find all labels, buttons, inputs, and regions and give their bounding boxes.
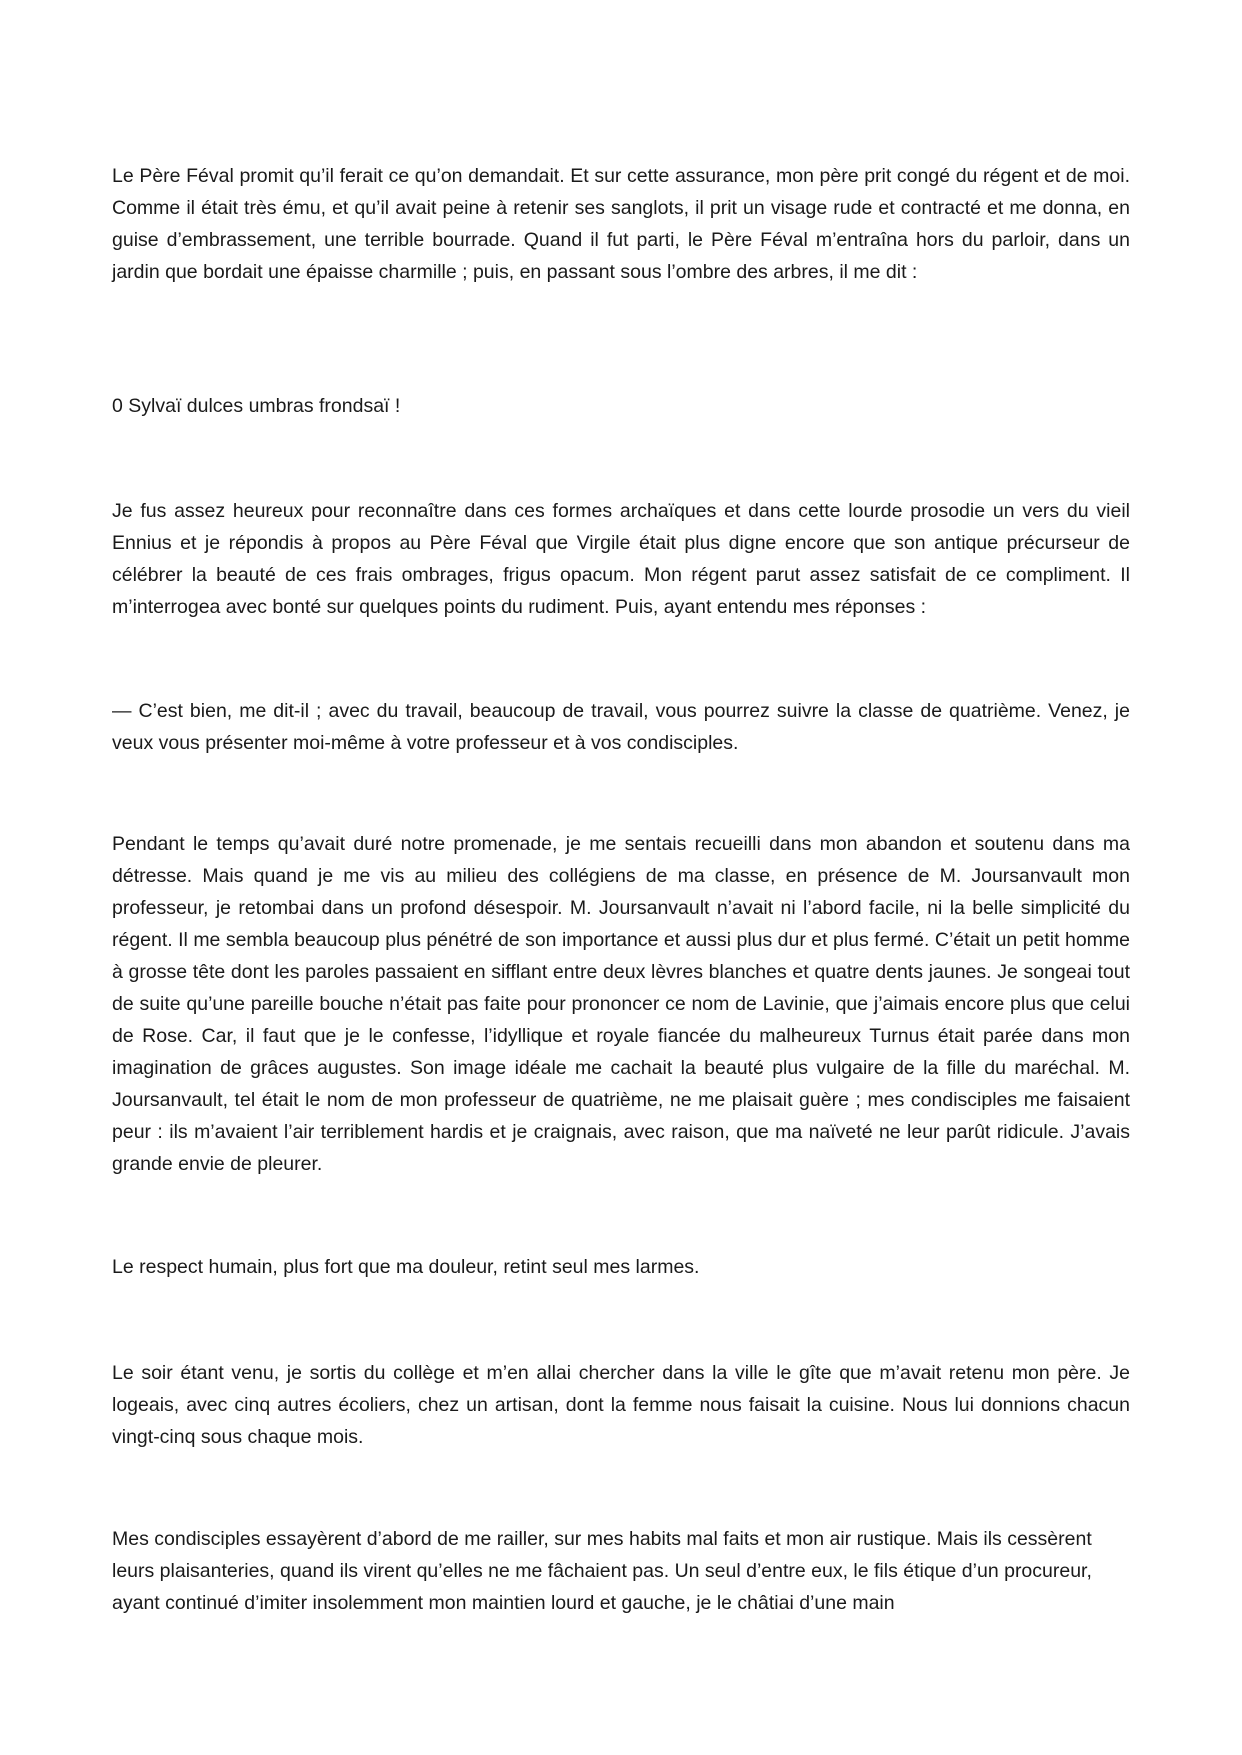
paragraph-joursanvault: Pendant le temps qu’avait duré notre promenade, je me sentais recueilli dans mon abandon et soutenu dans ma détresse. Mais quand je me vis au milieu des collégiens de ma classe, en présence de M. Joursanvault mon professeur, je retombai dans un profond désespoir. M. Joursanvault n’avait ni l’abord facile, ni la belle simplicité du régent. Il me sembla beaucoup plus pénétré de son importance et aussi plus dur et plus fermé. C’était un petit homme à grosse tête dont les paroles passaient en sifflant entre deux lèvres blanches et quatre dents jaunes. Je songeai tout de suite qu’une pareille bouche n’était pas faite pour prononcer ce nom de Lavinie, que j’aimais encore plus que celui de Rose. Car, il faut que je le confesse, l’idyllique et royale fiancée du malheureux Turnus était parée dans mon imagination de grâces augustes. Son image idéale me cachait la beauté plus vulgaire de la fille du maréchal. M. Joursanvault, tel était le nom de mon professeur de quatrième, ne me plaisait guère ; mes condisciples me faisaient peur : ils m’avaient l’air terriblement hardis et je craignais, avec raison, que ma naïveté ne leur parût ridicule. J’avais grande envie de pleurer. [112,833,1130,1175]
paragraph-regent-speech: — C’est bien, me dit-il ; avec du travail, beaucoup de travail, vous pourrez suivre la classe de quatrième. Venez, je veux vous présenter moi-même à votre professeur et à vos condisciples. [112,700,1130,754]
paragraph-classmates: Mes condisciples essayèrent d’abord de me railler, sur mes habits mal faits et mon air rustique. Mais ils cessèrent leurs plaisanteries, quand ils virent qu’elles ne me fâchaient pas. Un seul d’entre eux, le fils étique d’un procureur, ayant continué d’imiter insolemment mon maintien lourd et gauche, je le châtiai d’une main [112,1528,1092,1614]
paragraph-ennius-reply: Je fus assez heureux pour reconnaître dans ces formes archaïques et dans cette lourde prosodie un vers du vieil Ennius et je répondis à propos au Père Féval que Virgile était plus digne encore que son antique précurseur de célébrer la beauté de ces frais ombrages, frigus opacum. Mon régent parut assez satisfait de ce compliment. Il m’interrogea avec bonté sur quelques points du rudiment. Puis, ayant entendu mes réponses : [112,500,1130,618]
paragraph-regent-departure: Le Père Féval promit qu’il ferait ce qu’on demandait. Et sur cette assurance, mon père prit congé du régent et de moi. Comme il était très ému, et qu’il avait peine à retenir ses sanglots, il prit un visage rude et contracté et me donna, en guise d’embrassement, une terrible bourrade. Quand il fut parti, le Père Féval m’entraîna hors du parloir, dans un jardin que bordait une épaisse charmille ; puis, en passant sous l’ombre des arbres, il me dit : [112,165,1130,283]
paragraph-respect-humain: Le respect humain, plus fort que ma douleur, retint seul mes larmes. [112,1256,700,1278]
paragraph-latin-verse: 0 Sylvaï dulces umbras frondsaï ! [112,395,401,417]
paragraph-lodging: Le soir étant venu, je sortis du collège et m’en allai chercher dans la ville le gîte que m’avait retenu mon père. Je logeais, avec cinq autres écoliers, chez un artisan, dont la femme nous faisait la cuisine. Nous lui donnions chacun vingt-cinq sous chaque mois. [112,1362,1130,1448]
